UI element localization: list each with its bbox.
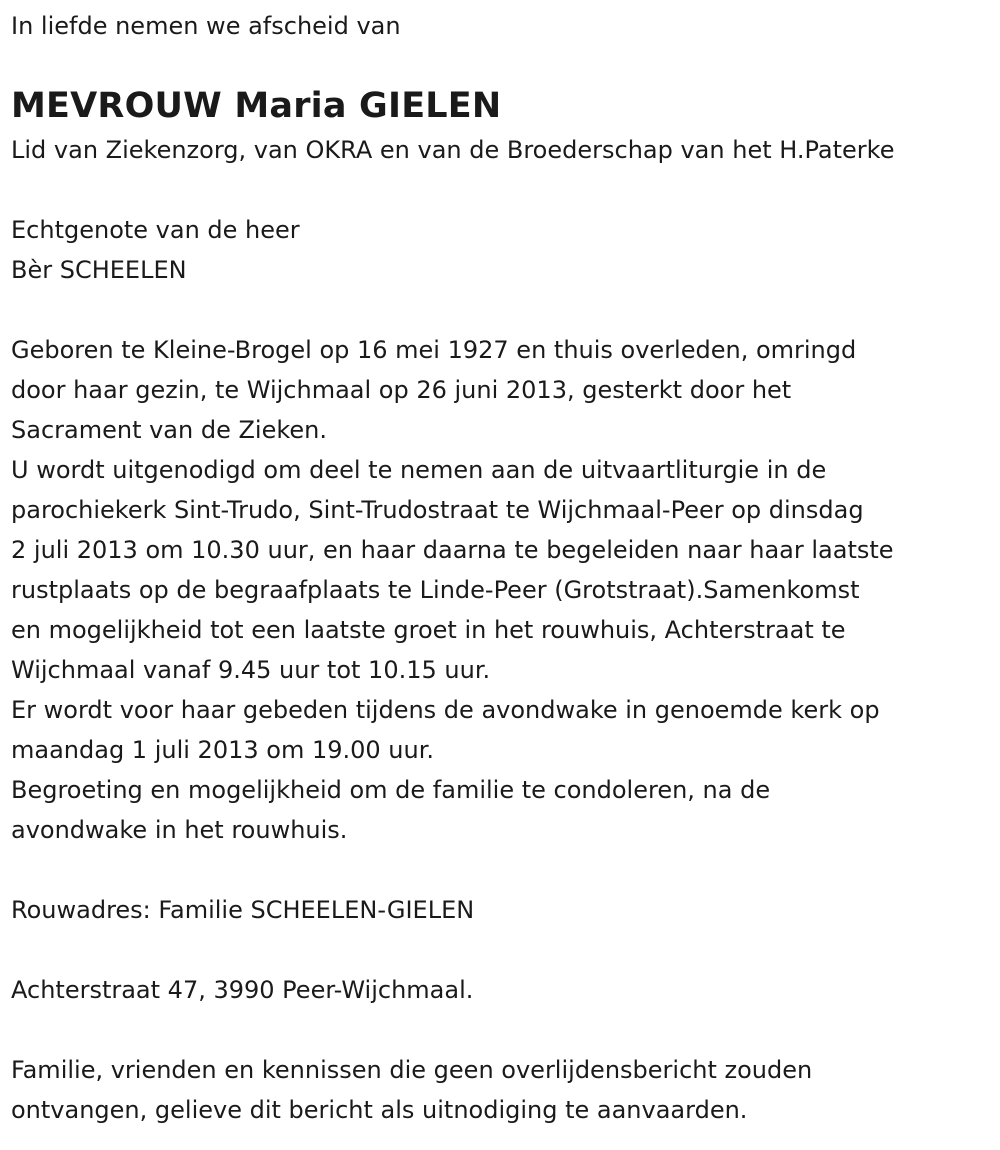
body-line: Begroeting en mogelijkheid om de familie te condoleren, na de <box>11 776 771 804</box>
spouse-name: Bèr SCHEELEN <box>11 256 187 284</box>
membership-text: Lid van Ziekenzorg, van OKRA en van de Broederschap van het H.Paterke <box>11 136 895 164</box>
body-line: parochiekerk Sint-Trudo, Sint-Trudostraat te Wijchmaal-Peer op dinsdag <box>11 496 864 524</box>
closing-text <box>11 1050 1000 1130</box>
body-line: Wijchmaal vanaf 9.45 uur tot 10.15 uur. <box>11 656 491 684</box>
body-line: rustplaats op de begraafplaats te Linde-Peer (Grotstraat).Samenkomst <box>11 576 860 604</box>
mourning-address-label: Rouwadres: Familie SCHEELEN-GIELEN <box>11 896 475 924</box>
closing-line: Familie, vrienden en kennissen die geen overlijdensbericht zouden <box>11 1056 813 1084</box>
body-line: Geboren te Kleine-Brogel op 16 mei 1927 en thuis overleden, omringd <box>11 336 857 364</box>
street-address <box>11 970 1000 1010</box>
spouse-line: Echtgenote van de heer <box>11 216 300 244</box>
body-line: avondwake in het rouwhuis. <box>11 816 348 844</box>
address-line: Achterstraat 47, 3990 Peer-Wijchmaal. <box>11 976 474 1004</box>
body-text <box>11 330 1000 850</box>
deceased-name: MEVROUW Maria GIELEN <box>11 86 502 126</box>
body-line: maandag 1 juli 2013 om 19.00 uur. <box>11 736 434 764</box>
spouse-block <box>11 210 1000 290</box>
body-line: 2 juli 2013 om 10.30 uur, en haar daarna te begeleiden naar haar laatste <box>11 536 894 564</box>
body-line: door haar gezin, te Wijchmaal op 26 juni 2013, gesterkt door het <box>11 376 792 404</box>
mourning-address <box>11 890 1000 930</box>
body-line: Er wordt voor haar gebeden tijdens de avondwake in genoemde kerk op <box>11 696 880 724</box>
closing-line: ontvangen, gelieve dit bericht als uitnodiging te aanvaarden. <box>11 1096 748 1124</box>
body-line: U wordt uitgenodigd om deel te nemen aan de uitvaartliturgie in de <box>11 456 827 484</box>
body-line: Sacrament van de Zieken. <box>11 416 328 444</box>
body-line: en mogelijkheid tot een laatste groet in het rouwhuis, Achterstraat te <box>11 616 846 644</box>
intro-text: In liefde nemen we afscheid van <box>11 12 401 40</box>
